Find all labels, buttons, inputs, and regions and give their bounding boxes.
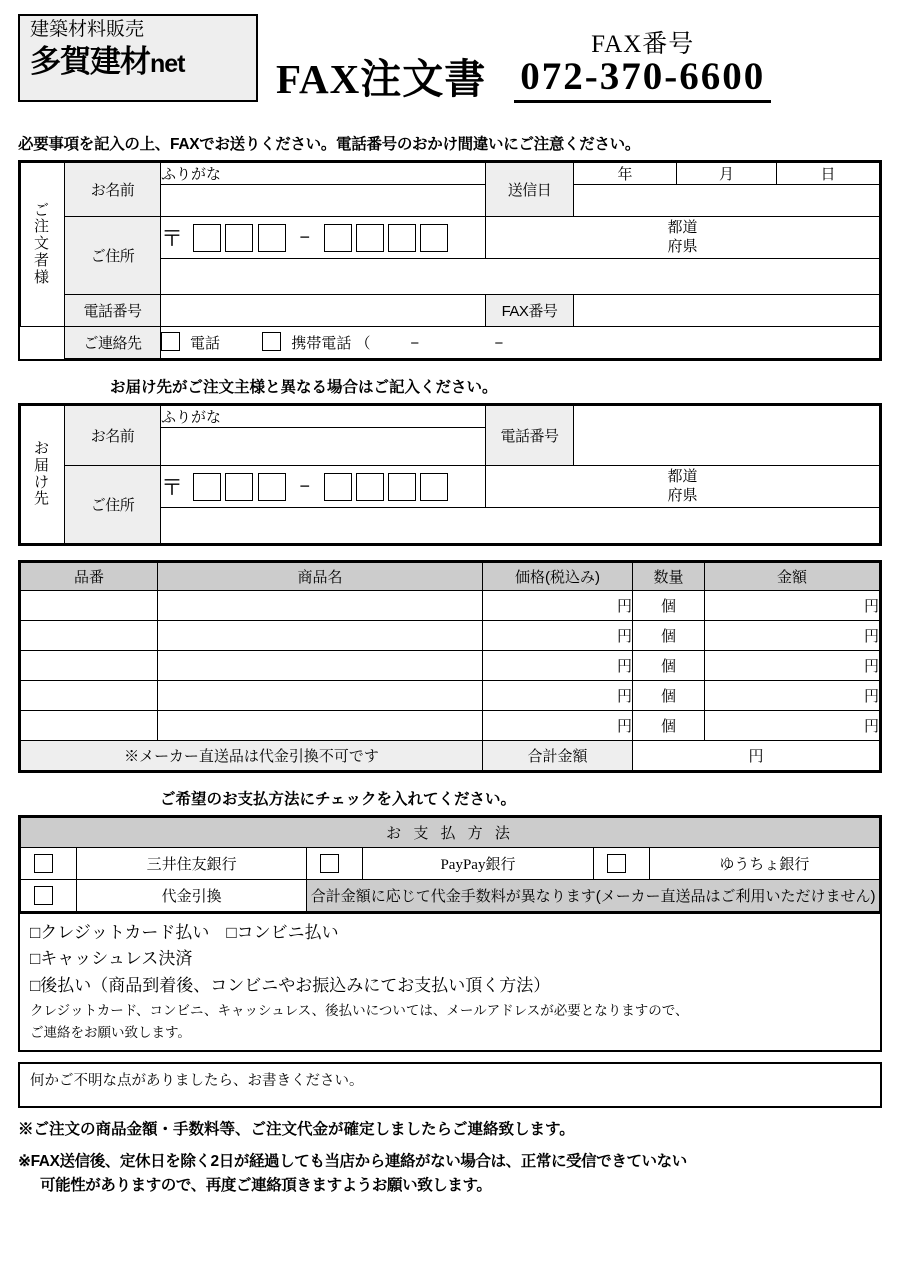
item-code-input[interactable] [21,681,158,711]
side-char: 先 [33,490,51,508]
checkbox-box[interactable] [34,886,53,905]
payment-option-deferred[interactable]: □後払い（商品到着後、コンビニやお振込みにてお支払い頂く方法） [30,975,551,995]
footer-line-3: 可能性がありますので、再度ご連絡頂きますようお願い致します。 [40,1177,492,1195]
item-price-unit[interactable]: 円 [483,621,633,651]
item-amount-unit[interactable]: 円 [705,681,880,711]
checkbox-box[interactable] [320,854,339,873]
items-footer-row [21,741,880,771]
payment-email-note-line2: ご連絡をお願い致します。 [30,1024,191,1040]
delivery-side-caption [21,406,65,544]
zip-box[interactable] [258,224,286,252]
payment-email-note-line1: クレジットカード、コンビニ、キャッシュレス、後払いについては、メールアドレスが必要となりますので、 [30,1003,689,1019]
delivery-zip-row[interactable] [161,466,486,508]
zip-box[interactable] [225,224,253,252]
item-amount-unit[interactable]: 円 [705,621,880,651]
items-header-code: 品番 [21,563,158,591]
checkbox-box[interactable] [34,854,53,873]
zip-box[interactable] [193,224,221,252]
item-qty-unit[interactable]: 個 [633,621,705,651]
items-header-name: 商品名 [158,563,483,591]
orderer-address-input[interactable] [161,259,880,295]
orderer-table [20,162,880,359]
question-box[interactable] [18,1062,882,1108]
item-price-unit[interactable]: 円 [483,651,633,681]
fax-number-value: 072-370-6600 [514,57,771,103]
orderer-tel-label: 電話番号 [65,295,161,327]
logo-name-text: 多賀建材 [30,43,150,79]
table-row[interactable] [21,651,880,681]
company-logo [18,14,258,102]
payment-option-paypay[interactable]: PayPay銀行 [363,848,593,880]
item-name-input[interactable] [158,621,483,651]
send-date-label: 送信日 [486,163,574,217]
logo-tagline: 建築材料販売 [30,19,145,40]
orderer-address-label: ご住所 [65,217,161,295]
delivery-table [20,405,880,544]
zip-box[interactable] [258,473,286,501]
items-section [18,560,882,773]
item-qty-unit[interactable]: 個 [633,591,705,621]
contact-dash-2: − [494,335,504,352]
zip-box[interactable] [388,224,416,252]
table-row[interactable] [21,591,880,621]
zip-box[interactable] [356,224,384,252]
items-header-price: 価格(税込み) [483,563,633,591]
delivery-address-input[interactable] [161,508,880,544]
item-code-input[interactable] [21,651,158,681]
items-memo: ※メーカー直送品は代金引換不可です [21,741,483,771]
send-date-year[interactable]: 年 [574,163,677,185]
checkbox-box[interactable] [607,854,626,873]
zip-box[interactable] [225,473,253,501]
delivery-name-label: お名前 [65,406,161,466]
zip-box[interactable] [356,473,384,501]
orderer-furigana-label: ふりがな [161,163,486,185]
side-char: ご [33,201,51,219]
orderer-fax-label: FAX番号 [486,295,574,327]
payment-option-card-conveni[interactable]: □クレジットカード払い □コンビニ払い [30,923,339,942]
item-name-input[interactable] [158,591,483,621]
item-name-input[interactable] [158,711,483,741]
fax-order-form [0,14,900,1278]
prefecture-hint-line2: 府県 [667,237,698,255]
payment-notice: ご希望のお支払方法にチェックを入れてください。 [160,791,517,808]
items-total-unit[interactable]: 円 [633,741,880,771]
zip-dash: − [299,227,310,247]
orderer-fax-input[interactable] [574,295,880,327]
orderer-zip-row[interactable] [161,217,486,259]
postal-mark-icon: 〒 [161,226,184,251]
send-date-month[interactable]: 月 [677,163,777,185]
delivery-section [18,403,882,546]
checkbox-smbc[interactable] [21,848,77,880]
fax-number-block [514,32,771,103]
items-header-amount: 金額 [705,563,880,591]
orderer-tel-input[interactable] [161,295,486,327]
delivery-furigana-label: ふりがな [161,406,486,428]
question-box-label: 何かご不明な点がありましたら、お書きください。 [30,1073,364,1090]
document-header [18,14,882,126]
items-header-qty: 数量 [633,563,705,591]
item-price-unit[interactable]: 円 [483,591,633,621]
contact-option-mobile: 携帯電話 （ [291,335,371,352]
logo-name-suffix: net [150,49,185,78]
checkbox-cod[interactable] [21,880,77,912]
item-qty-unit[interactable]: 個 [633,651,705,681]
item-qty-unit[interactable]: 個 [633,711,705,741]
items-total-label: 合計金額 [483,741,633,771]
orderer-side-caption [21,163,65,327]
zip-box[interactable] [420,473,448,501]
side-char: 注 [33,218,51,236]
item-name-input[interactable] [158,651,483,681]
side-char: 様 [33,268,51,286]
checkbox-mobile[interactable] [262,332,281,351]
table-row[interactable] [21,621,880,651]
payment-cod-note: 合計金額に応じて代金手数料が異なります(メーカー直送品はご利用いただけません) [307,880,880,912]
item-amount-unit[interactable]: 円 [705,591,880,621]
postal-mark-icon: 〒 [161,475,184,500]
side-char: け [33,473,51,491]
item-qty-unit[interactable]: 個 [633,681,705,711]
side-char: 届 [33,456,51,474]
footer-notes [18,1118,882,1198]
payment-title: お 支 払 方 法 [21,818,880,848]
item-name-input[interactable] [158,681,483,711]
table-row[interactable] [21,711,880,741]
checkbox-tel[interactable] [161,332,180,351]
zip-box[interactable] [324,473,352,501]
footer-line-2: ※FAX送信後、定休日を除く2日が経過しても当店から連絡がない場合は、正常に受信できていない [18,1153,687,1171]
item-price-unit[interactable]: 円 [483,711,633,741]
orderer-section [18,160,882,361]
item-code-input[interactable] [21,711,158,741]
contact-dash-1: − [410,335,420,352]
zip-box[interactable] [420,224,448,252]
payment-table [20,817,880,912]
zip-box[interactable] [324,224,352,252]
footer-line-1: ※ご注文の商品金額・手数料等、ご注文代金が確定しましたらご連絡致します。 [18,1121,575,1139]
payment-option-cashless[interactable]: □キャッシュレス決済 [30,949,193,969]
fax-number-label: FAX番号 [591,31,695,58]
delivery-prefecture-hint [486,466,880,508]
zip-box[interactable] [193,473,221,501]
payment-section [18,815,882,914]
items-table [20,562,880,771]
delivery-tel-label: 電話番号 [486,406,574,466]
item-amount-unit[interactable]: 円 [705,711,880,741]
item-price-unit[interactable]: 円 [483,681,633,711]
side-char: 文 [33,235,51,253]
contact-option-tel: 電話 [190,335,221,352]
delivery-tel-input[interactable] [574,406,880,466]
checkbox-yucho[interactable] [593,848,649,880]
zip-dash: − [299,476,310,496]
delivery-name-input[interactable] [161,428,486,466]
side-char: お [33,439,51,457]
zip-box[interactable] [388,473,416,501]
payment-option-cod[interactable]: 代金引換 [77,880,307,912]
item-amount-unit[interactable]: 円 [705,651,880,681]
prefecture-hint-line2: 府県 [667,486,698,504]
item-code-input[interactable] [21,591,158,621]
prefecture-hint-line1: 都道 [667,218,698,236]
payment-option-yucho[interactable]: ゆうちょ銀行 [649,848,879,880]
top-notice: 必要事項を記入の上、FAXでお送りください。電話番号のおかけ間違いにご注意ください。 [18,136,641,153]
prefecture-hint-line1: 都道 [667,467,698,485]
item-code-input[interactable] [21,621,158,651]
page-title: FAX注文書 [276,56,487,102]
delivery-notice: お届け先がご注文主様と異なる場合はご記入ください。 [110,379,498,396]
logo-name [30,44,248,80]
table-row[interactable] [21,681,880,711]
orderer-name-label: お名前 [65,163,161,217]
payment-option-smbc[interactable]: 三井住友銀行 [77,848,307,880]
orderer-contact-label: ご連絡先 [65,327,161,359]
send-date-input[interactable] [574,185,880,217]
delivery-address-label: ご住所 [65,466,161,544]
side-char: 者 [33,251,51,269]
checkbox-paypay[interactable] [307,848,363,880]
payment-other-options [18,914,882,1052]
orderer-prefecture-hint [486,217,880,259]
orderer-name-input[interactable] [161,185,486,217]
send-date-day[interactable]: 日 [777,163,880,185]
orderer-contact-options[interactable] [161,327,880,359]
